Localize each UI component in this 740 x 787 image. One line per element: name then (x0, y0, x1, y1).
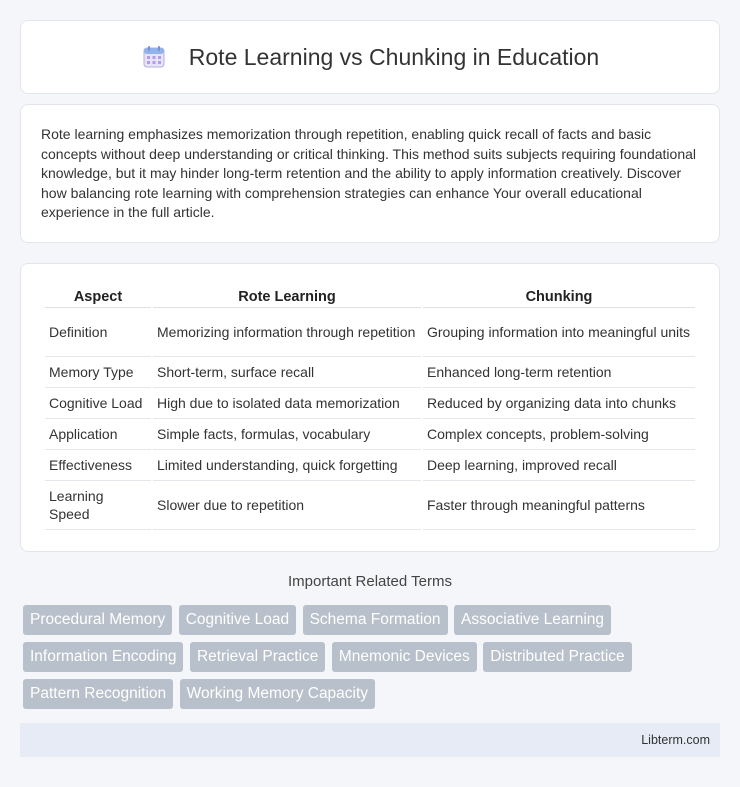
related-term-tag[interactable]: Retrieval Practice (190, 642, 325, 672)
related-term-tag[interactable]: Distributed Practice (483, 642, 631, 672)
table-row (45, 450, 695, 481)
table-cell: Enhanced long-term retention (423, 357, 695, 388)
table-cell: Effectiveness (45, 450, 151, 481)
header-card (20, 20, 720, 94)
related-term-tag[interactable]: Associative Learning (454, 605, 611, 635)
related-terms-title: Important Related Terms (288, 573, 452, 590)
table-cell: Reduced by organizing data into chunks (423, 388, 695, 419)
table-cell: Limited understanding, quick forgetting (153, 450, 421, 481)
table-cell: Memorizing information through repetition (153, 308, 421, 357)
table-cell: Cognitive Load (45, 388, 151, 419)
related-term-tag[interactable]: Mnemonic Devices (332, 642, 477, 672)
related-term-tag[interactable]: Pattern Recognition (23, 679, 173, 709)
table-row (45, 419, 695, 450)
footer (20, 723, 720, 757)
comparison-table (43, 284, 697, 530)
table-cell: Application (45, 419, 151, 450)
related-term-tag[interactable]: Procedural Memory (23, 605, 172, 635)
table-row (45, 481, 695, 530)
table-cell: Faster through meaningful patterns (423, 481, 695, 530)
table-row (45, 388, 695, 419)
table-cell: Complex concepts, problem-solving (423, 419, 695, 450)
table-cell: High due to isolated data memorization (153, 388, 421, 419)
column-header-chunking: Chunking (423, 284, 695, 308)
intro-text: Rote learning emphasizes memorization through repetition, enabling quick recall of facts and basic concepts without deep understanding or critical thinking. This method suits subjects requiring foundational knowledge, but it may hinder long-term retention and the ability to apply information creatively. Discover how balancing rote learning with comprehension strategies can enhance Your overall educational experience in the full article. (41, 126, 697, 220)
column-header-aspect: Aspect (45, 284, 151, 308)
intro-card (20, 104, 720, 243)
table-cell: Deep learning, improved recall (423, 450, 695, 481)
table-cell: Short-term, surface recall (153, 357, 421, 388)
table-cell: Slower due to repetition (153, 481, 421, 530)
footer-site-link[interactable]: Libterm.com (641, 733, 710, 747)
related-term-tag[interactable]: Schema Formation (303, 605, 448, 635)
calendar-icon (141, 44, 167, 70)
table-row (45, 308, 695, 357)
comparison-table-card (20, 263, 720, 552)
column-header-rote-learning: Rote Learning (153, 284, 421, 308)
table-cell: Grouping information into meaningful units (423, 308, 695, 357)
related-terms-list (23, 605, 723, 716)
table-row (45, 357, 695, 388)
related-term-tag[interactable]: Information Encoding (23, 642, 183, 672)
table-cell: Memory Type (45, 357, 151, 388)
page-title: Rote Learning vs Chunking in Education (188, 43, 600, 70)
table-cell: Simple facts, formulas, vocabulary (153, 419, 421, 450)
related-term-tag[interactable]: Working Memory Capacity (180, 679, 375, 709)
table-cell: Definition (45, 308, 151, 357)
related-term-tag[interactable]: Cognitive Load (179, 605, 296, 635)
table-cell: Learning Speed (45, 481, 151, 530)
